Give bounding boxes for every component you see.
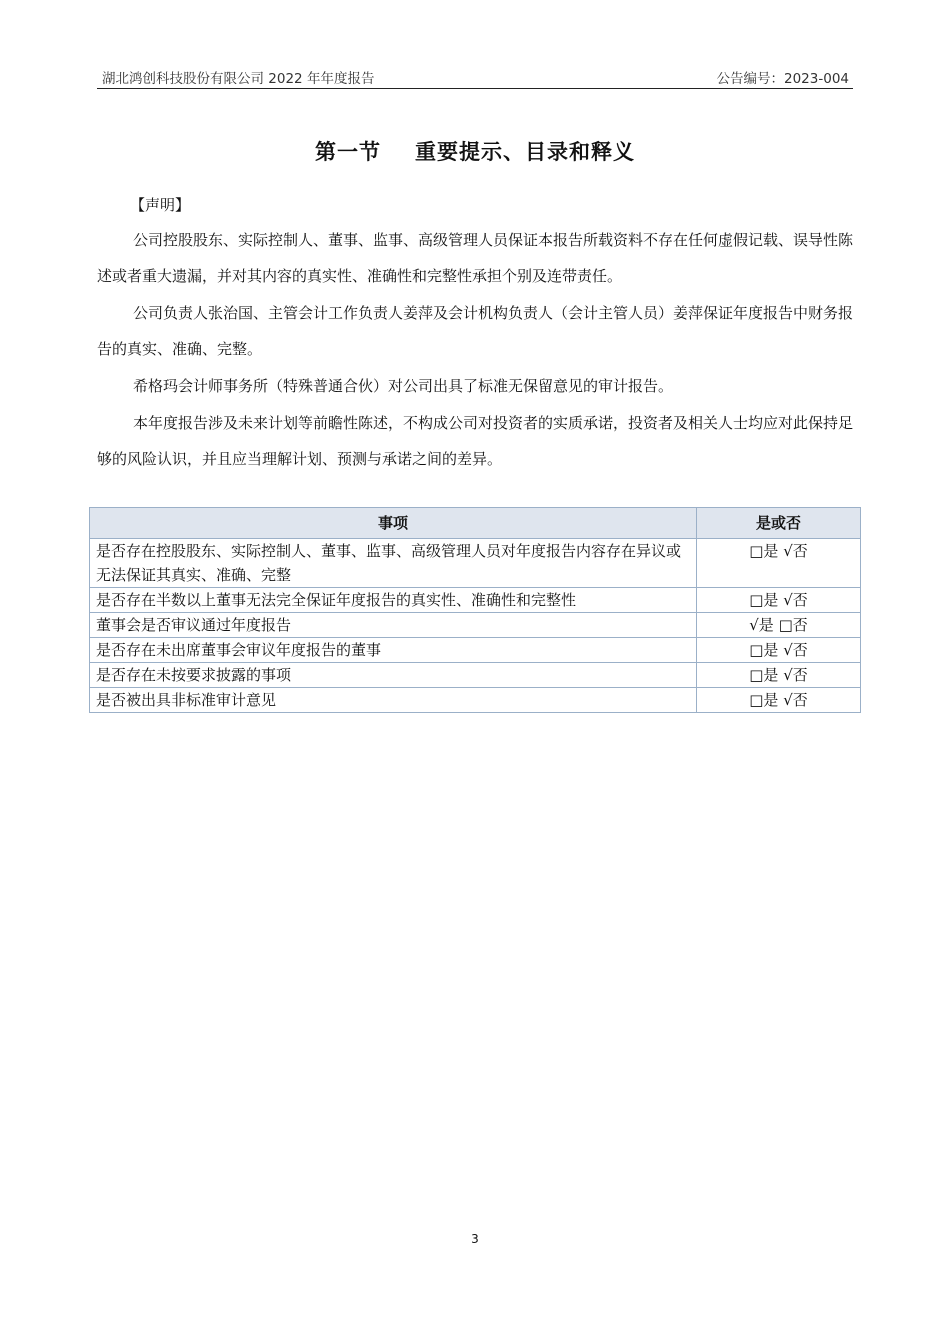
row-answer: □是 √否	[697, 663, 861, 688]
column-header-item: 事项	[90, 508, 697, 539]
row-answer: □是 √否	[697, 638, 861, 663]
paragraph-audit-opinion: 希格玛会计师事务所（特殊普通合伙）对公司出具了标准无保留意见的审计报告。	[133, 377, 674, 395]
row-item: 董事会是否审议通过年度报告	[90, 613, 697, 638]
section-name: 重要提示、目录和释义	[415, 140, 635, 164]
row-answer: □是 √否	[697, 688, 861, 713]
column-header-answer: 是或否	[697, 508, 861, 539]
paragraph-forward-looking: 本年度报告涉及未来计划等前瞻性陈述，不构成公司对投资者的实质承诺，投资者及相关人士均应对此保持足够的风险认识，并且应当理解计划、预测与承诺之间的差异。	[97, 414, 854, 468]
row-item: 是否存在未按要求披露的事项	[90, 663, 697, 688]
table-row	[90, 638, 861, 663]
table-row	[90, 588, 861, 613]
section-number: 第一节	[315, 140, 381, 164]
row-answer: □是 √否	[697, 539, 861, 588]
header-report-title: 湖北鸿创科技股份有限公司 2022 年年度报告	[102, 71, 375, 87]
row-item: 是否存在控股股东、实际控制人、董事、监事、高级管理人员对年度报告内容存在异议或无法保证其真实、准确、完整	[90, 539, 697, 588]
paragraph-financial-guarantee: 公司负责人张治国、主管会计工作负责人姜萍及会计机构负责人（会计主管人员）姜萍保证年度报告中财务报告的真实、准确、完整。	[97, 304, 854, 358]
page-number: 3	[471, 1232, 479, 1246]
table-row	[90, 539, 861, 588]
table-row	[90, 613, 861, 638]
section-title	[0, 136, 950, 166]
table-row	[90, 688, 861, 713]
paragraph-responsibility: 公司控股股东、实际控制人、董事、监事、高级管理人员保证本报告所载资料不存在任何虚假记载、误导性陈述或者重大遗漏，并对其内容的真实性、准确性和完整性承担个别及连带责任。	[97, 231, 854, 285]
statement-label: 【声明】	[130, 196, 191, 214]
page-header	[97, 64, 853, 89]
table-row	[90, 663, 861, 688]
table-header-row	[90, 508, 861, 539]
header-announcement-number: 公告编号：2023-004	[716, 71, 849, 87]
row-answer: □是 √否	[697, 588, 861, 613]
row-item: 是否被出具非标准审计意见	[90, 688, 697, 713]
row-item: 是否存在半数以上董事无法完全保证年度报告的真实性、准确性和完整性	[90, 588, 697, 613]
row-answer: √是 □否	[697, 613, 861, 638]
matters-table	[89, 507, 861, 713]
row-item: 是否存在未出席董事会审议年度报告的董事	[90, 638, 697, 663]
